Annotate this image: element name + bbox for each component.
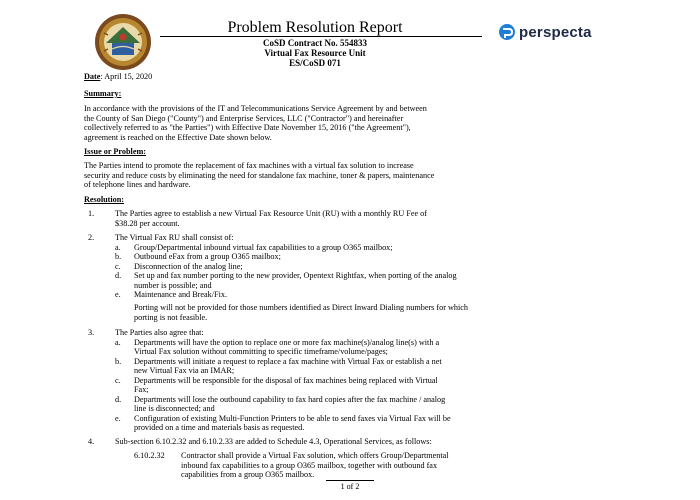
contract-number: CoSD Contract No. 554833 <box>263 38 367 48</box>
item3-sub-line: Departments will lose the outbound capability to fax hard copies after the fax machine / analog <box>134 394 446 404</box>
item3-sub-line: Fax; <box>134 385 149 394</box>
perspecta-mark-icon <box>498 23 516 41</box>
porting-note: porting is not feasible. <box>134 312 208 322</box>
sub-letter: c. <box>115 261 121 271</box>
sub-letter: e. <box>115 413 121 423</box>
summary-line: collectively referred to as "the Parties") with Effective Date November 15, 2016 ("the Agreement"), <box>84 123 411 132</box>
perspecta-logo <box>498 23 592 41</box>
footer-rule <box>326 480 374 481</box>
item-number: 1. <box>88 209 95 218</box>
summary-line: In accordance with the provisions of the IT and Telecommunications Service Agreement by and between <box>84 104 427 113</box>
sub-letter: a. <box>115 337 121 347</box>
item1-line: $38.28 per account. <box>115 218 180 228</box>
sub-letter: e. <box>115 290 121 299</box>
item3-sub-line: provided on a time and materials basis as requested. <box>134 423 305 432</box>
item2-sub-line: Maintenance and Break/Fix. <box>134 290 227 299</box>
issue-line: The Parties intend to promote the replacement of fax machines with a virtual fax solution to increase <box>84 161 414 170</box>
sub-letter: d. <box>115 394 122 404</box>
item2-sub-line: Set up and fax number porting to the new provider, Opentext Rightfax, when porting of the analog <box>134 271 457 280</box>
subsection-line: inbound fax capabilities to a group O365 mailbox, together with outbound fax <box>181 460 438 470</box>
report-title: Problem Resolution Report <box>227 19 403 36</box>
issue-line: security and reduce costs by eliminating the need for standalone fax machine, toner & papers, maintenance <box>84 170 435 180</box>
es-number: ES/CoSD 071 <box>289 58 341 68</box>
issue-line: of telephone lines and hardware. <box>84 180 191 189</box>
summary-heading: Summary: <box>84 89 122 98</box>
summary-line: the County of San Diego ("County") and Enterprise Services, LLC ("Contractor") and hereinafter <box>84 113 404 123</box>
sub-letter: b. <box>115 252 122 261</box>
item3-sub-line: Configuration of existing Multi-Function Printers to be able to send faxes via Virtual Fax will be <box>134 413 451 423</box>
page-number: 1 of 2 <box>340 482 360 491</box>
item3-sub-line: line is disconnected; and <box>134 404 215 413</box>
porting-note: Porting will not be provided for those numbers identified as Direct Inward Dialing numbers for which <box>134 303 469 312</box>
item4-line: Sub-section 6.10.2.32 and 6.10.2.33 are added to Schedule 4.3, Operational Services, as follows: <box>115 437 432 446</box>
title-underline <box>160 36 482 37</box>
item3-sub-line: Departments will have the option to replace one or more fax machine(s)/analog line(s) with a <box>134 337 440 347</box>
summary-line: agreement is reached on the Effective Date shown below. <box>84 132 272 142</box>
subsection-number: 6.10.2.32 <box>134 451 165 460</box>
issue-heading: Issue or Problem: <box>84 147 147 156</box>
sub-letter: b. <box>115 356 122 366</box>
sub-letter: d. <box>115 271 122 280</box>
date-line <box>84 72 152 82</box>
item3-sub-line: Virtual Fax solution without committing to specific timeframe/volume/pages; <box>134 347 388 356</box>
logo-wordmark: perspecta <box>519 23 592 41</box>
sub-letter: a. <box>115 242 121 252</box>
unit-name: Virtual Fax Resource Unit <box>264 48 366 58</box>
sub-letter: c. <box>115 375 121 385</box>
item2-sub-line: number is possible; and <box>134 280 212 290</box>
item3-intro: The Parties also agree that: <box>115 328 204 337</box>
item-number: 4. <box>88 437 95 446</box>
item2-sub-line: Outbound eFax from a group O365 mailbox; <box>134 252 281 261</box>
item3-sub-line: new Virtual Fax via an IMAR; <box>134 366 235 375</box>
item3-sub-line: Departments will initiate a request to replace a fax machine with Virtual Fax or establish a net <box>134 356 442 366</box>
item-number: 3. <box>88 328 95 337</box>
item2-intro: The Virtual Fax RU shall consist of: <box>115 233 234 242</box>
date-value: : April 15, 2020 <box>100 72 153 81</box>
subsection-line: capabilities from a group O365 mailbox. <box>181 470 315 479</box>
item2-sub-line: Disconnection of the analog line; <box>134 261 243 271</box>
item1-line: The Parties agree to establish a new Virtual Fax Resource Unit (RU) with a monthly RU Fee of <box>115 209 428 218</box>
subsection-line: Contractor shall provide a Virtual Fax solution, which offers Group/Departmental <box>181 451 449 460</box>
date-label: Date <box>84 72 101 81</box>
resolution-heading: Resolution: <box>84 195 125 204</box>
item2-sub-line: Group/Departmental inbound virtual fax capabilities to a group O365 mailbox; <box>134 242 393 252</box>
item-number: 2. <box>88 233 95 242</box>
item3-sub-line: Departments will be responsible for the disposal of fax machines being replaced with Virtual <box>134 375 438 385</box>
